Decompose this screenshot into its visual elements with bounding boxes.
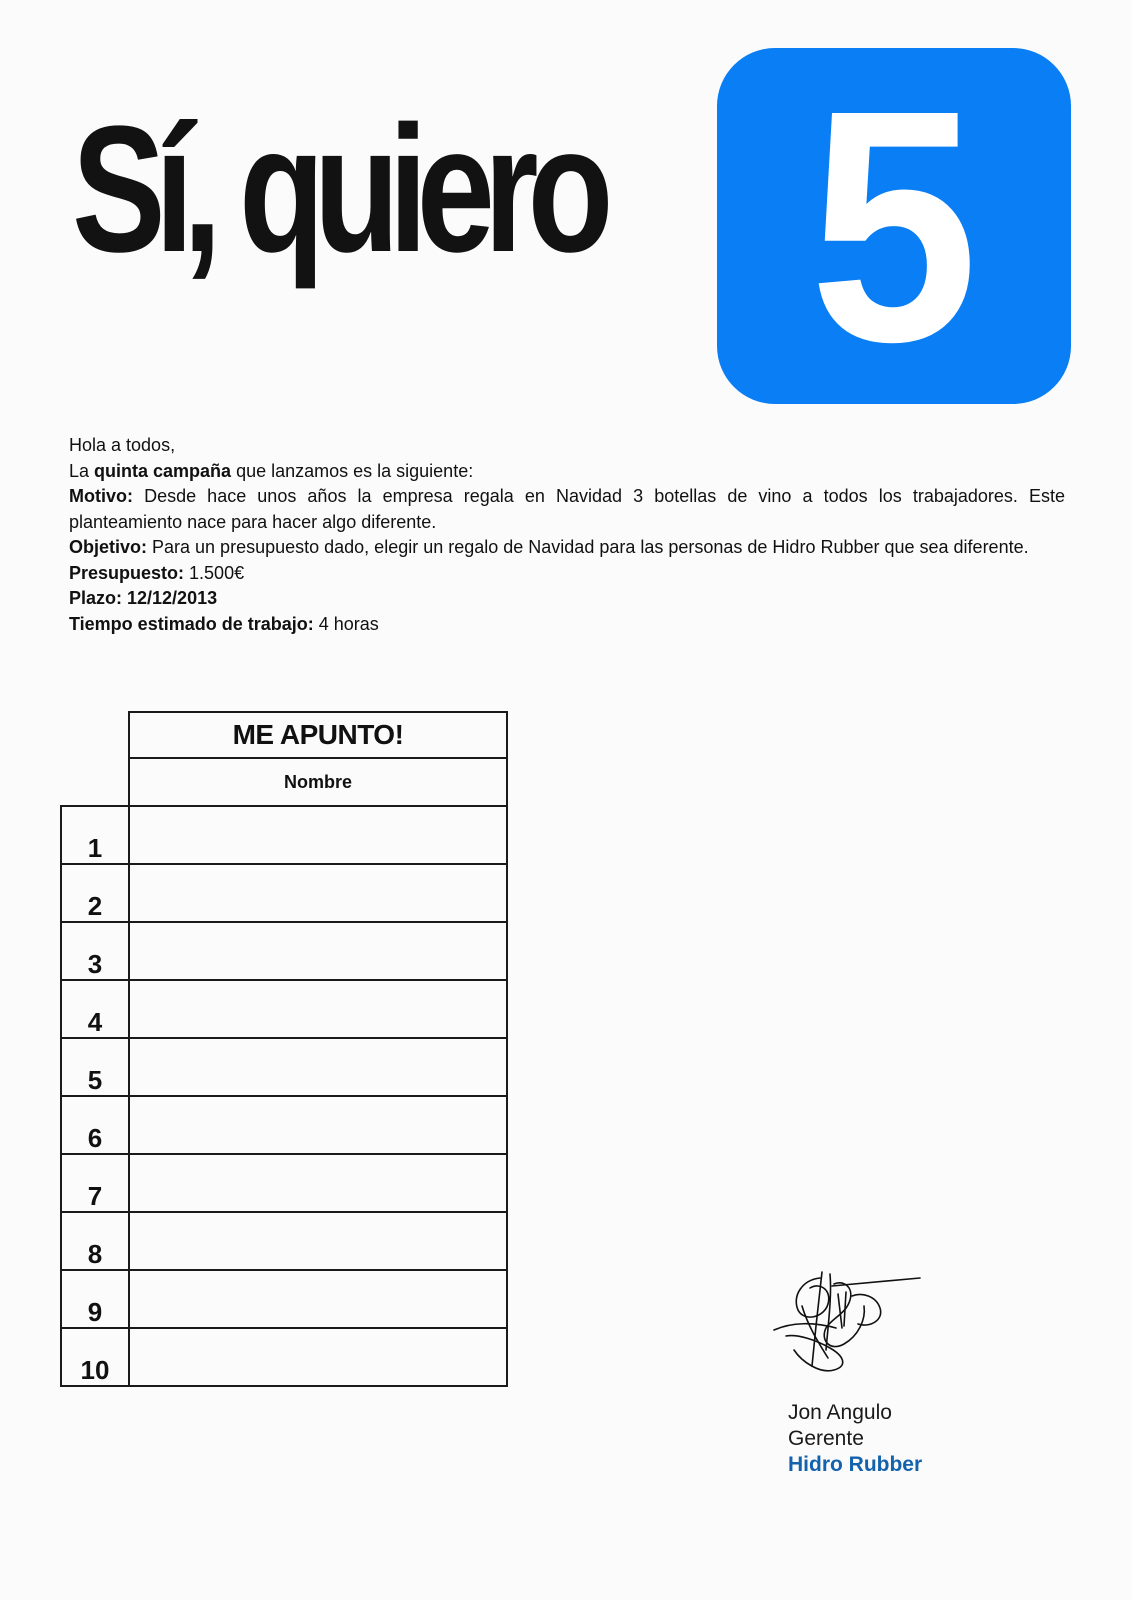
campaign-number-badge <box>717 41 1071 410</box>
name-entry-field[interactable] <box>129 922 507 980</box>
objetivo-text: Para un presupuesto dado, elegir un regalo de Navidad para las personas de Hidro Rubber que sea diferente. <box>147 537 1029 557</box>
column-header-nombre: Nombre <box>129 758 507 806</box>
signup-header-row <box>61 758 507 806</box>
signup-table <box>60 711 508 1387</box>
name-entry-field[interactable] <box>129 1328 507 1386</box>
presupuesto-line <box>69 561 1065 587</box>
row-number: 7 <box>61 1154 129 1212</box>
objetivo-paragraph <box>69 535 1065 561</box>
presupuesto-label: Presupuesto: <box>69 562 185 583</box>
campaign-headline: Sí, quiero <box>72 89 603 290</box>
objetivo-label: Objetivo: <box>69 537 148 557</box>
row-number: 8 <box>61 1212 129 1270</box>
row-number: 4 <box>61 980 129 1038</box>
name-entry-field[interactable] <box>129 1096 507 1154</box>
motivo-paragraph <box>69 484 1065 535</box>
company-name: Hidro Rubber <box>788 1453 923 1476</box>
name-entry-field[interactable] <box>129 806 507 864</box>
tiempo-label: Tiempo estimado de trabajo: <box>69 613 314 634</box>
signup-row <box>61 864 507 922</box>
row-number: 10 <box>61 1328 129 1386</box>
row-number: 5 <box>61 1038 129 1096</box>
plazo-line <box>69 586 1065 612</box>
greeting: Hola a todos, <box>69 435 176 455</box>
name-entry-field[interactable] <box>129 1212 507 1270</box>
signup-row <box>61 1270 507 1328</box>
intro-line: La quinta campaña que lanzamos es la siguiente: <box>69 460 474 481</box>
handwritten-signature <box>772 1266 922 1381</box>
name-entry-field[interactable] <box>129 980 507 1038</box>
name-entry-field[interactable] <box>129 1270 507 1328</box>
signup-row <box>61 922 507 980</box>
signup-row <box>61 980 507 1038</box>
tiempo-value: 4 horas <box>313 613 379 634</box>
signup-row <box>61 1328 507 1386</box>
intro-bold: quinta campaña <box>94 460 232 481</box>
plazo-value: 12/12/2013 <box>122 588 218 608</box>
signer-role: Gerente <box>788 1427 864 1450</box>
name-entry-field[interactable] <box>129 1154 507 1212</box>
name-entry-field[interactable] <box>129 1038 507 1096</box>
signup-row <box>61 1154 507 1212</box>
motivo-text: Desde hace unos años la empresa regala en Navidad 3 botellas de vino a todos los trabajadores. Este planteamiento nace para hacer algo diferente. <box>69 486 1065 532</box>
signer-name: Jon Angulo <box>788 1401 892 1424</box>
presupuesto-value: 1.500€ <box>184 562 245 583</box>
signup-row <box>61 1038 507 1096</box>
tiempo-line <box>69 612 1065 638</box>
name-entry-field[interactable] <box>129 864 507 922</box>
campaign-number: 5 <box>809 41 979 410</box>
signup-row <box>61 1096 507 1154</box>
row-number: 6 <box>61 1096 129 1154</box>
row-number: 9 <box>61 1270 129 1328</box>
row-number: 1 <box>61 806 129 864</box>
campaign-description <box>69 433 1065 637</box>
row-number: 2 <box>61 864 129 922</box>
signup-row <box>61 1212 507 1270</box>
motivo-label: Motivo: <box>69 486 133 506</box>
plazo-label: Plazo: <box>69 588 123 608</box>
signature-block <box>788 1400 922 1478</box>
row-number: 3 <box>61 922 129 980</box>
signup-title-row <box>61 712 507 758</box>
signup-title: ME APUNTO! <box>129 712 507 758</box>
signup-row <box>61 806 507 864</box>
